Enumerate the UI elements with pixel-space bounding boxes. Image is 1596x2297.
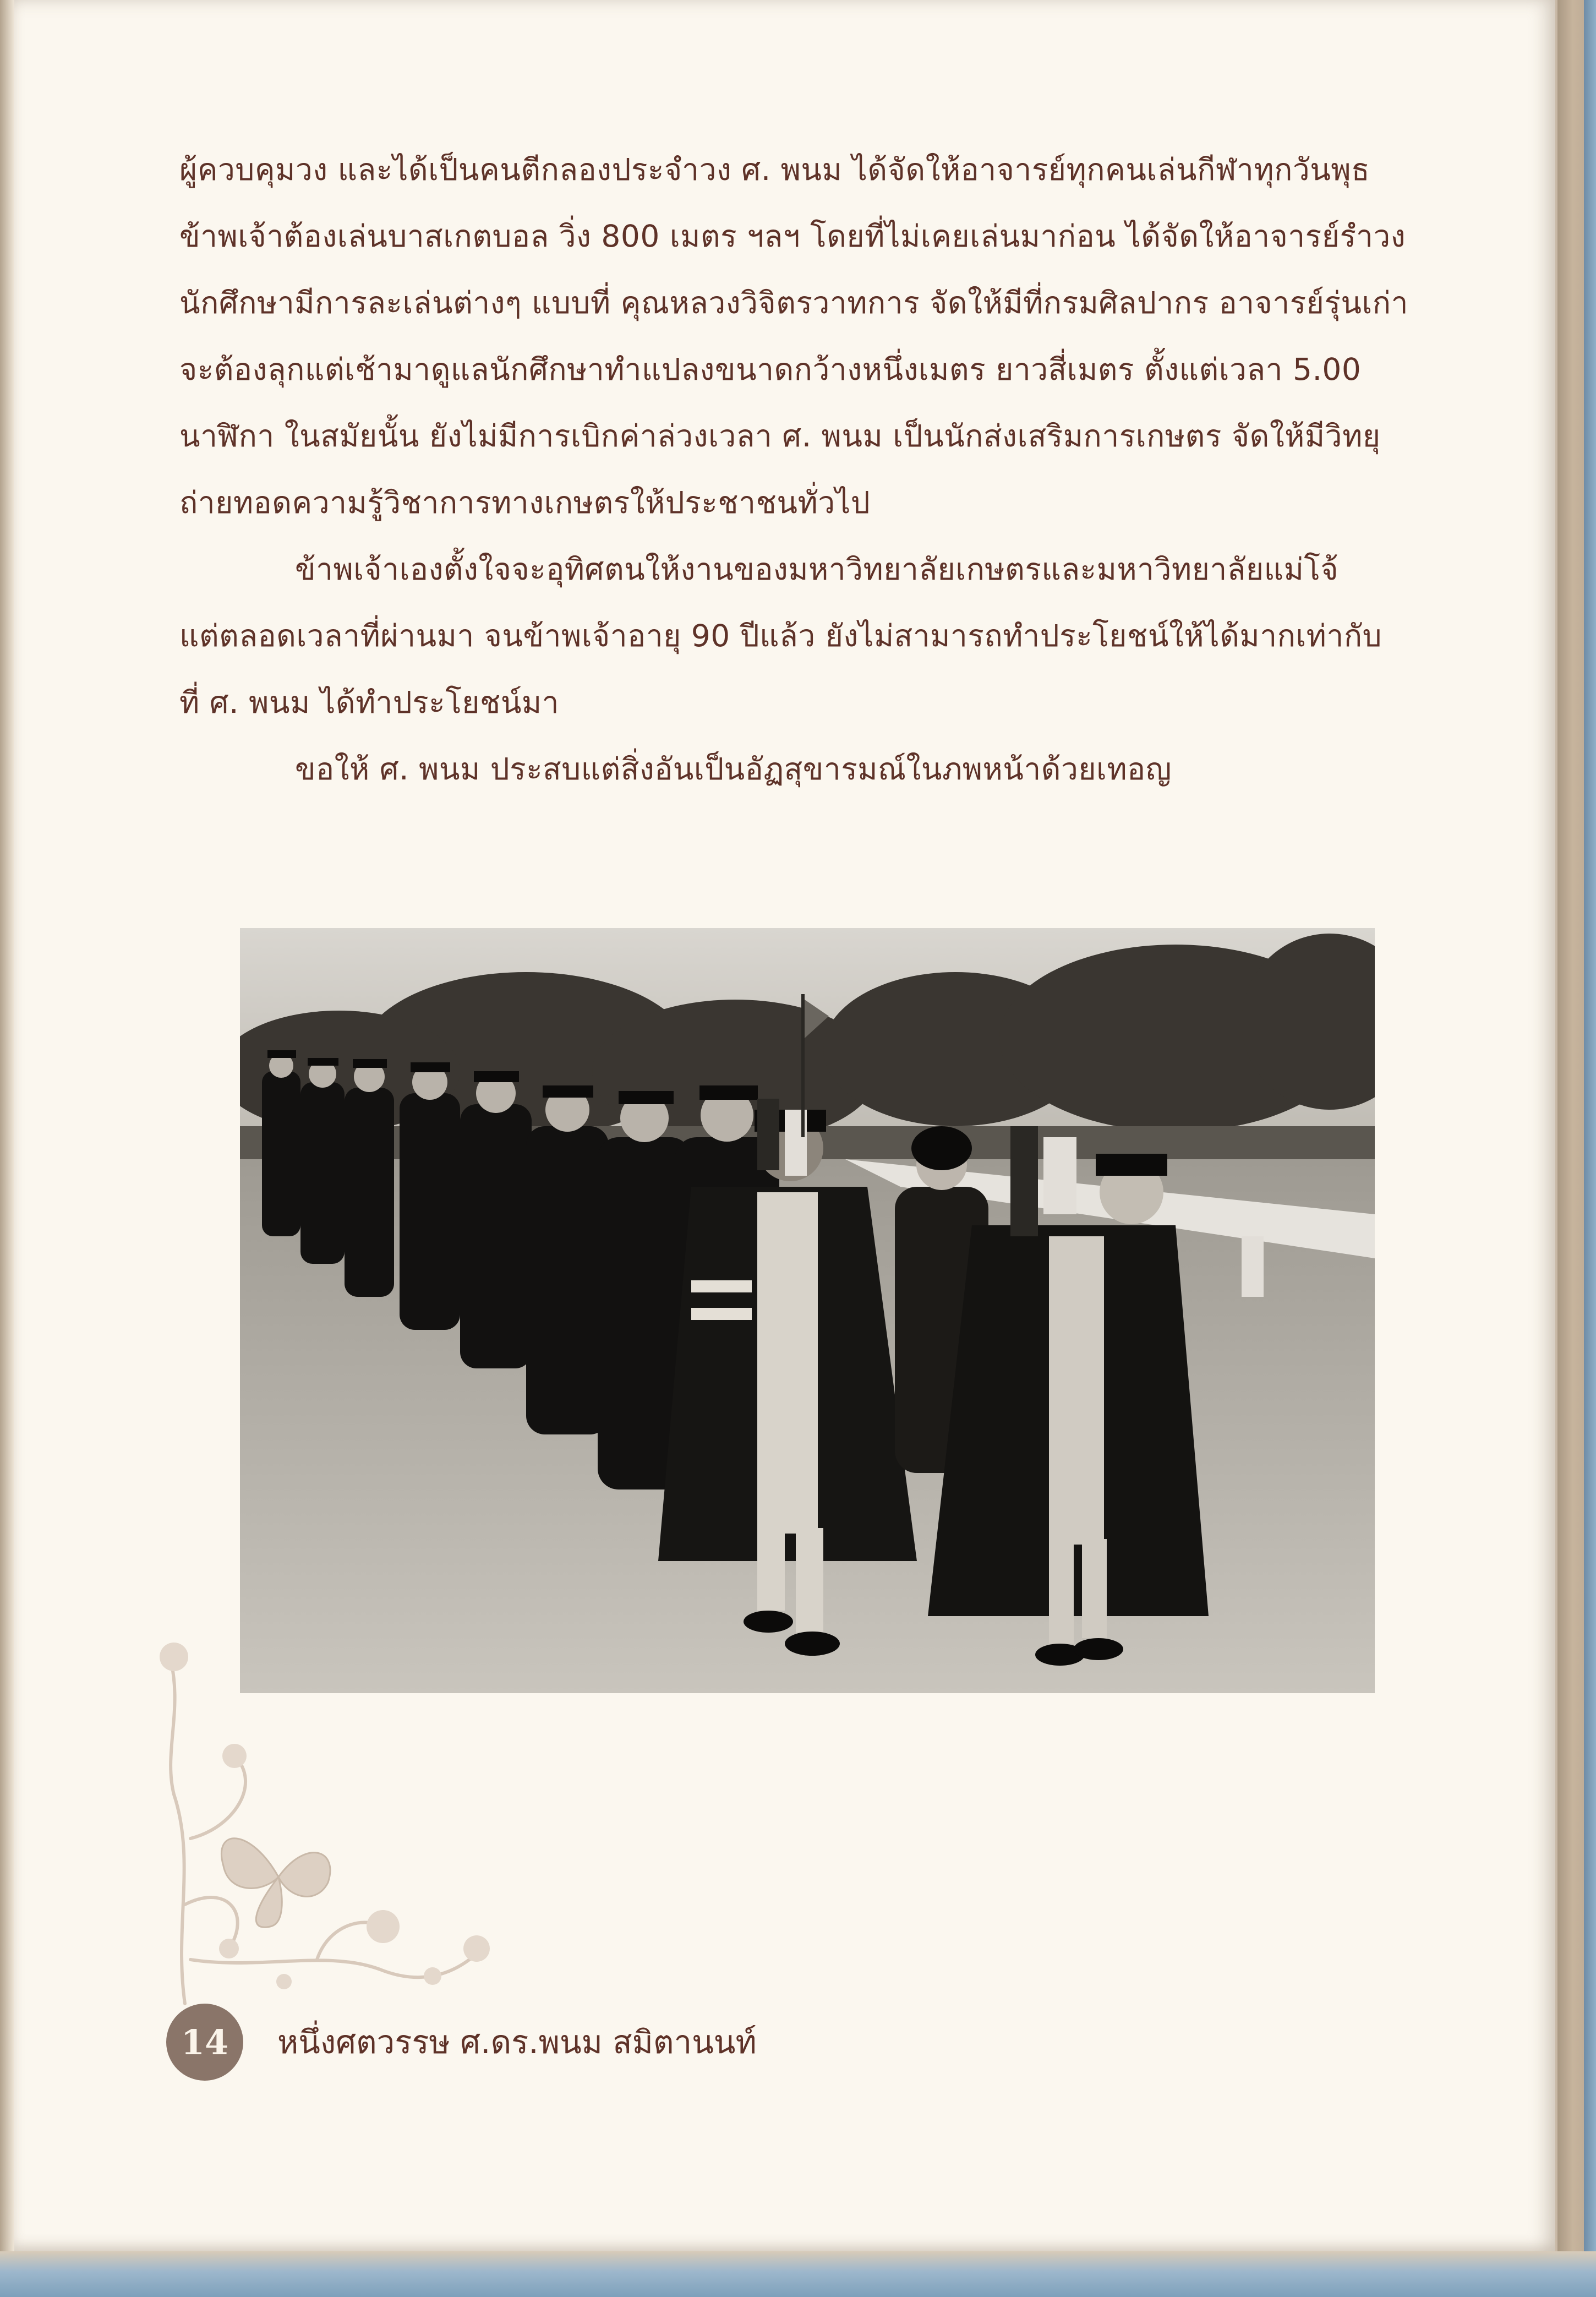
- text-line: นักศึกษามีการละเล่นต่างๆ แบบที่ คุณหลวงวิจิตรวาทการ จัดให้มีที่กรมศิลปากร อาจารย์รุ่นเก่า: [179, 285, 1408, 320]
- body-text: [179, 137, 1456, 803]
- text-line: แต่ตลอดเวลาที่ผ่านมา จนข้าพเจ้าอายุ 90 ปีแล้ว ยังไม่สามารถทำประโยชน์ให้ได้มากเท่ากับ: [179, 618, 1382, 653]
- text-line: ขอให้ ศ. พนม ประสบแต่สิ่งอันเป็นอัฏสุขารมณ์ในภพหน้าด้วยเทอญ: [295, 751, 1172, 787]
- text-line: ที่ ศ. พนม ได้ทำประโยชน์มา: [179, 685, 560, 720]
- book-cover-edge: [1584, 0, 1596, 2297]
- scan-edge-left: [0, 0, 14, 2297]
- book-page: [14, 0, 1555, 2251]
- text-line: จะต้องลุกแต่เช้ามาดูแลนักศึกษาทำแปลงขนาดกว้างหนึ่งเมตร ยาวสี่เมตร ตั้งแต่เวลา 5.00: [179, 352, 1362, 387]
- running-title: หนึ่งศตวรรษ ศ.ดร.พนม สมิตานนท์: [277, 2023, 757, 2061]
- text-line: นาฬิกา ในสมัยนั้น ยังไม่มีการเบิกค่าล่วงเวลา ศ. พนม เป็นนักส่งเสริมการเกษตร จัดให้มีวิทยุ: [179, 418, 1381, 454]
- text-line: ข้าพเจ้าเองตั้งใจจะอุทิศตนให้งานของมหาวิทยาลัยเกษตรและมหาวิทยาลัยแม่โจ้: [295, 552, 1339, 587]
- text-line: ถ่ายทอดความรู้วิชาการทางเกษตรให้ประชาชนทั่วไป: [179, 485, 871, 520]
- floral-ornament: [152, 1618, 504, 2015]
- paragraph-2: [179, 536, 1456, 736]
- scan-edge-bottom: [0, 2251, 1596, 2297]
- procession-photo: [240, 928, 1375, 1693]
- page-number: 14: [181, 2022, 229, 2063]
- page-number-badge: [166, 2004, 243, 2081]
- paragraph-1: [179, 137, 1456, 536]
- paragraph-3: [179, 736, 1456, 803]
- text-line: ข้าพเจ้าต้องเล่นบาสเกตบอล วิ่ง 800 เมตร ฯลฯ โดยที่ไม่เคยเล่นมาก่อน ได้จัดให้อาจารย์รำวง: [179, 219, 1406, 254]
- text-line: ผู้ควบคุมวง และได้เป็นคนตีกลองประจำวง ศ. พนม ได้จัดให้อาจารย์ทุกคนเล่นกีฬาทุกวันพุธ: [179, 152, 1370, 187]
